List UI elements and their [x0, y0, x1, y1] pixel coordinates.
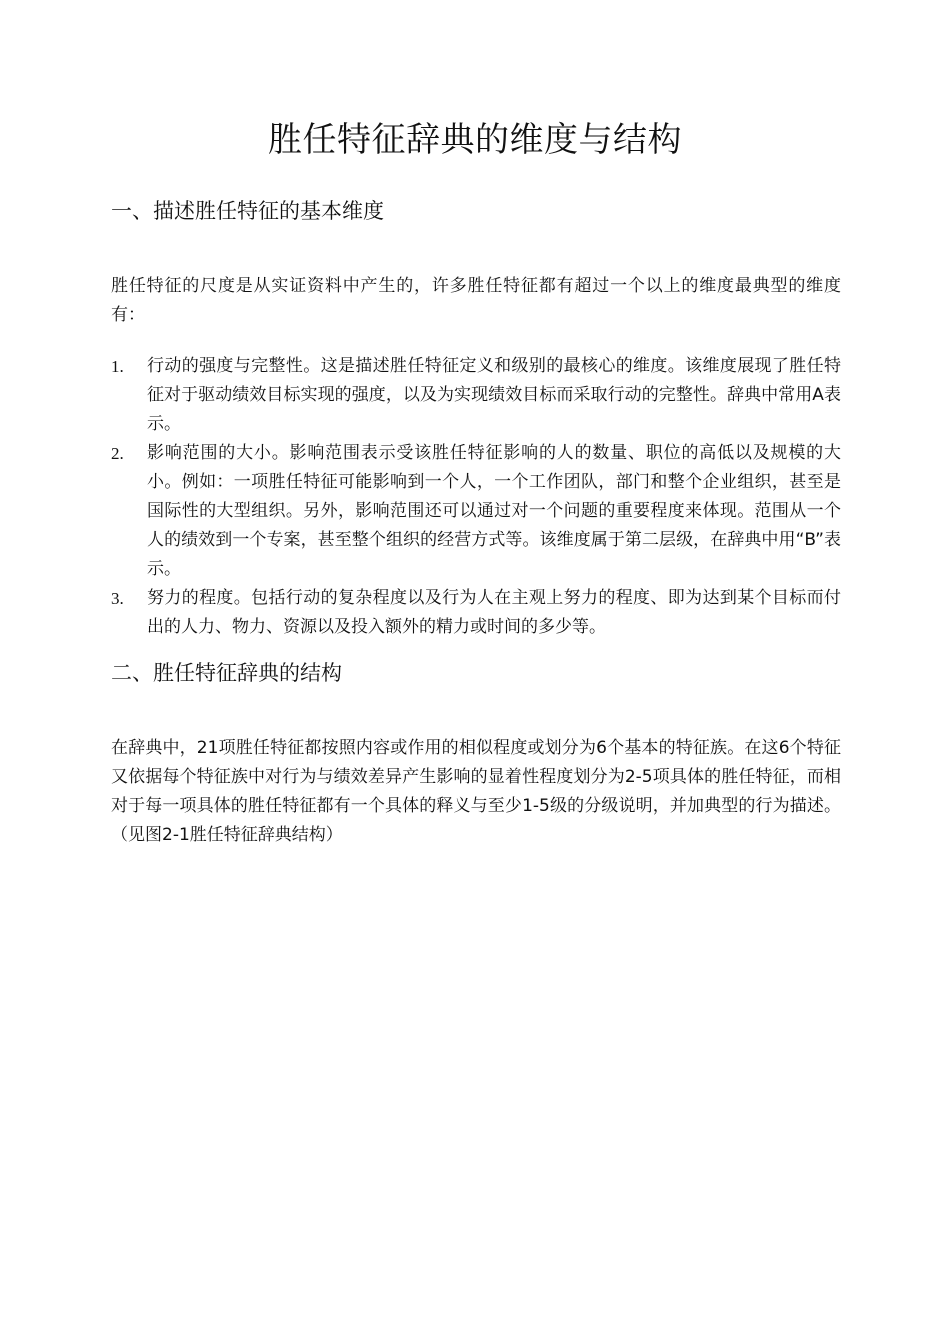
list-item-number: 2. — [111, 444, 124, 463]
spacer — [111, 330, 841, 352]
list-item-number: 1. — [111, 357, 124, 376]
list-item — [111, 352, 841, 439]
list-item-text: 影响范围的大小。影响范围表示受该胜任特征影响的人的数量、职位的高低以及规模的大小。例如：一项胜任特征可能影响到一个人，一个工作团队，部门和整个企业组织，甚至是国际性的大型组织。另外，影响范围还可以通过对一个问题的重要程度来体现。范围从一个人的绩效到一个专案，甚至整个组织的经营方式等。该维度属于第二层级，在辞典中用“B”表示。 — [147, 443, 841, 579]
list-item-text: 行动的强度与完整性。这是描述胜任特征定义和级别的最核心的维度。该维度展现了胜任特征对于驱动绩效目标实现的强度，以及为实现绩效目标而采取行动的完整性。辞典中常用A表示。 — [147, 356, 841, 434]
spacer — [111, 642, 841, 656]
list-item-number: 3. — [111, 589, 124, 608]
spacer — [111, 228, 841, 272]
dimensions-intro-paragraph: 胜任特征的尺度是从实证资料中产生的，许多胜任特征都有超过一个以上的维度最典型的维度有： — [111, 276, 841, 325]
document-body — [111, 194, 841, 850]
section-heading-structure: 二、胜任特征辞典的结构 — [111, 661, 342, 685]
list-item — [111, 439, 841, 584]
document-title: 胜任特征辞典的维度与结构 — [268, 120, 682, 160]
list-item-text: 努力的程度。包括行动的复杂程度以及行为人在主观上努力的程度、即为达到某个目标而付出的人力、物力、资源以及投入额外的精力或时间的多少等。 — [147, 588, 841, 637]
structure-paragraph: 在辞典中，21项胜任特征都按照内容或作用的相似程度或划分为6个基本的特征族。在这6个特征又依据每个特征族中对行为与绩效差异产生影响的显着性程度划分为2-5项具体的胜任特征，而相对于每一项具体的胜任特征都有一个具体的释义与至少1-5级的分级说明，并加典型的行为描述。（见图2-1胜任特征辞典结构） — [111, 738, 841, 845]
section-heading-dimensions: 一、描述胜任特征的基本维度 — [111, 199, 384, 223]
dimensions-list — [111, 352, 841, 642]
list-item — [111, 584, 841, 642]
spacer — [111, 690, 841, 734]
